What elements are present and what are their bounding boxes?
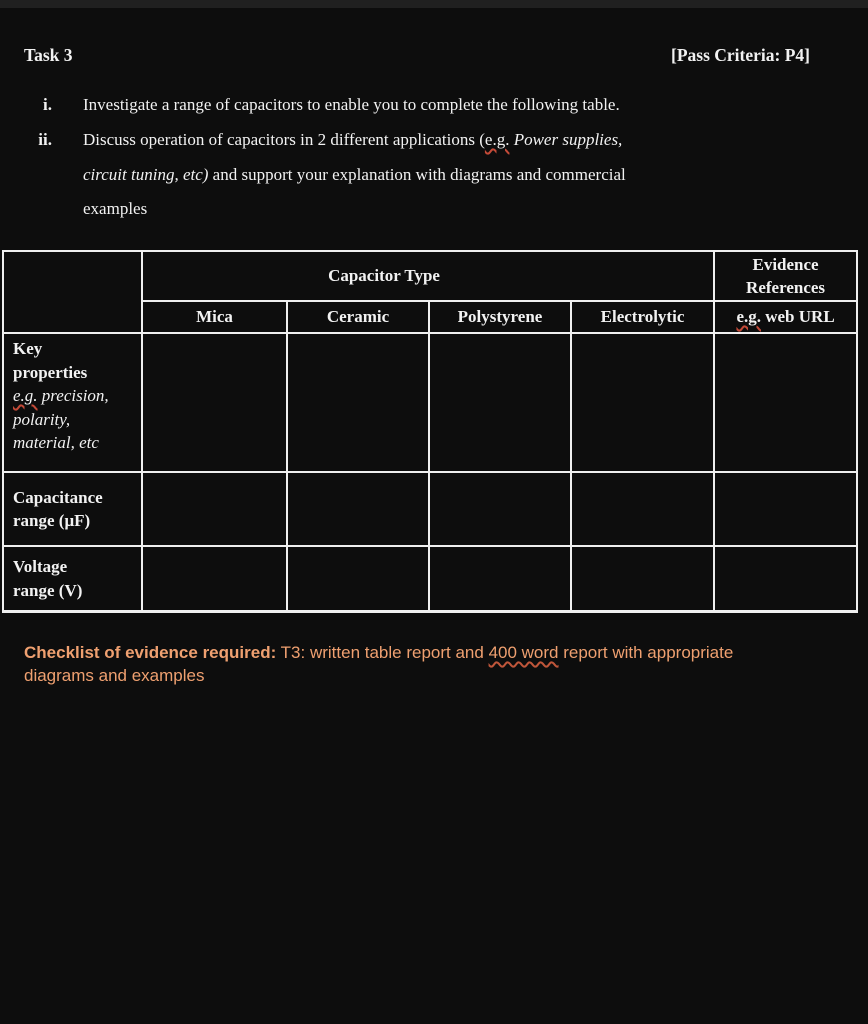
cell-volt-polystyrene[interactable] [429, 546, 571, 612]
line3-normal: examples [83, 199, 148, 219]
cell-key-mica[interactable] [142, 333, 287, 472]
row-label-capacitance-range [3, 472, 142, 546]
column-header-ceramic: Ceramic [287, 301, 429, 333]
line1-normal: Discuss operation of capacitors in 2 different applications ( [83, 129, 485, 149]
line1-italic: Power supplies, [509, 129, 623, 149]
spellcheck-flagged-eg: e.g. [484, 129, 510, 149]
instruction-ii-line1 [83, 123, 760, 158]
label-capacitance-unit: range (μF) [13, 511, 91, 530]
cell-key-polystyrene[interactable] [429, 333, 571, 472]
label-precision: precision, [37, 386, 109, 405]
instruction-ii-line2 [83, 158, 760, 193]
capacitor-table [2, 250, 858, 613]
spellcheck-flagged-eg: e.g. [736, 307, 761, 326]
evidence-sub-header-cell [714, 301, 857, 333]
instruction-list [0, 88, 760, 227]
table-row-key-properties [3, 333, 857, 472]
label-polarity: polarity, [13, 409, 71, 429]
evidence-references-header-cell: Evidence References [714, 251, 857, 301]
instruction-item-i [0, 88, 760, 123]
cell-volt-evidence[interactable] [714, 546, 857, 612]
cell-volt-mica[interactable] [142, 546, 287, 612]
label-properties: properties [13, 362, 88, 382]
cell-cap-polystyrene[interactable] [429, 472, 571, 546]
cell-key-ceramic[interactable] [287, 333, 429, 472]
label-capacitance: Capacitance [13, 487, 103, 507]
checklist-of-evidence [24, 642, 804, 687]
cell-cap-electrolytic[interactable] [571, 472, 714, 546]
line2-italic: circuit tuning, etc) [83, 164, 209, 184]
cell-key-evidence[interactable] [714, 333, 857, 472]
cell-key-electrolytic[interactable] [571, 333, 714, 472]
window-top-strip [0, 0, 868, 8]
cell-cap-mica[interactable] [142, 472, 287, 546]
checklist-heading: Checklist of evidence required: [24, 643, 277, 662]
instruction-i-line: Investigate a range of capacitors to enable you to complete the following table. [83, 95, 620, 114]
label-voltage: Voltage [13, 557, 68, 576]
column-header-mica: Mica [142, 301, 287, 333]
column-header-polystyrene: Polystyrene [429, 301, 571, 333]
list-numeral-ii: ii. [38, 129, 52, 149]
cell-volt-ceramic[interactable] [287, 546, 429, 612]
table-row-voltage [3, 546, 857, 612]
capacitor-type-header-cell [142, 251, 714, 301]
column-header-electrolytic: Electrolytic [571, 301, 714, 333]
checklist-text-2: report with appropriate diagrams and examples [24, 643, 734, 685]
row-label-voltage-range [3, 546, 142, 612]
instruction-ii-text [83, 123, 760, 227]
list-numeral-i: i. [43, 95, 52, 114]
label-voltage-unit: range (V) [13, 580, 83, 600]
task-title: Task 3 [24, 45, 73, 65]
checklist-text-1: T3: written table report and [276, 643, 489, 662]
instruction-item-ii [0, 123, 760, 227]
task-heading-row [24, 44, 810, 66]
cell-cap-ceramic[interactable] [287, 472, 429, 546]
table-corner-cell [3, 251, 142, 333]
line2-normal: and support your explanation with diagrams and commercial [208, 164, 626, 184]
row-label-key-properties [3, 333, 142, 472]
table-header-row-1 [3, 251, 857, 301]
evidence-sub-rest: web URL [760, 307, 835, 326]
instruction-i-text [83, 88, 760, 123]
label-eg-precision [13, 384, 137, 408]
label-material-etc: material, etc [13, 433, 99, 452]
cell-cap-evidence[interactable] [714, 472, 857, 546]
grammar-flagged-400-word: 400 word [488, 643, 559, 662]
pass-criteria: [Pass Criteria: P4] [671, 45, 810, 65]
spellcheck-flagged-eg: e.g. [13, 386, 38, 405]
label-key: Key [13, 339, 43, 358]
capacitor-type-label: Capacitor Type [328, 266, 440, 285]
instruction-ii-line3 [83, 192, 760, 227]
table-row-capacitance [3, 472, 857, 546]
cell-volt-electrolytic[interactable] [571, 546, 714, 612]
